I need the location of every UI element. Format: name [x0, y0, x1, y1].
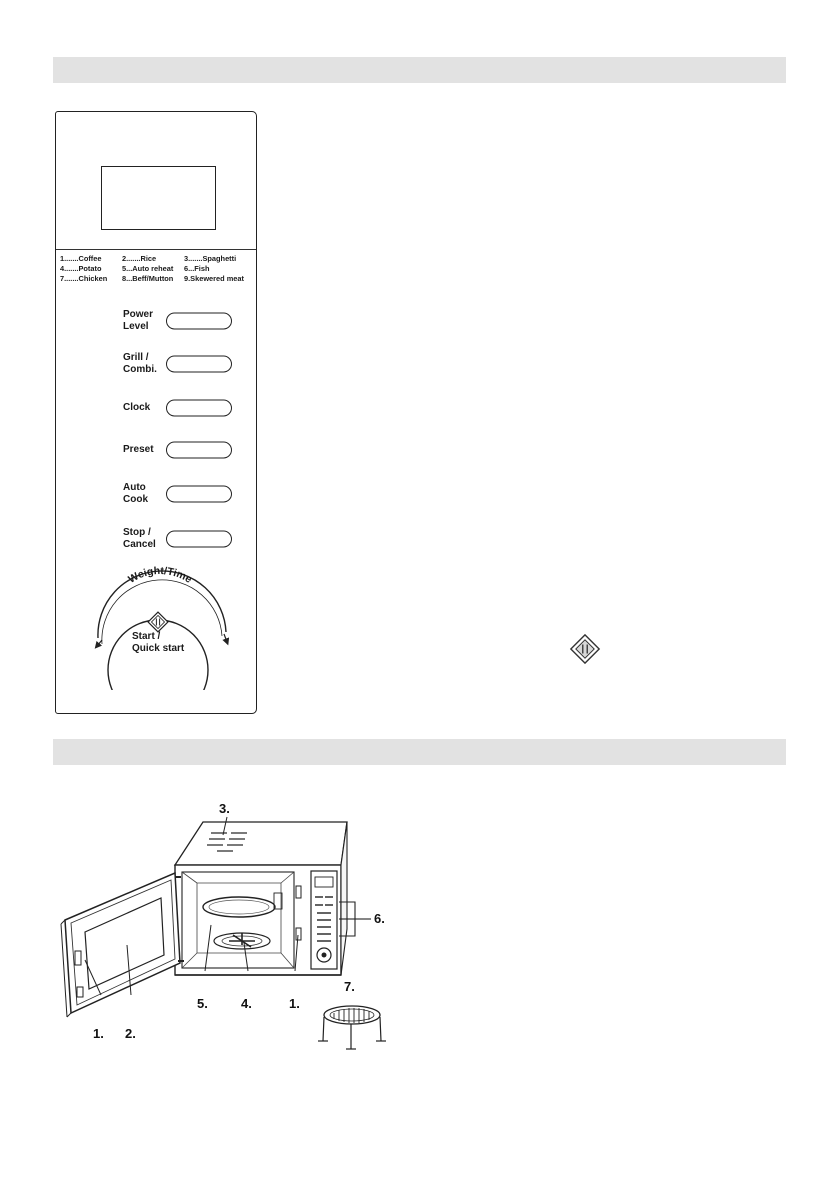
dial-arc-arrow-left [97, 640, 102, 646]
section-header-bar-parts [53, 739, 786, 765]
callout-door-window: 2. [125, 1026, 136, 1041]
weight-time-dial[interactable] [86, 562, 231, 690]
menu-item: 2.......Rice [122, 254, 157, 263]
menu-item: 9.Skewered meat [184, 274, 244, 283]
latch-hole-bottom [296, 928, 301, 940]
power-level-label: Power Level [123, 309, 154, 332]
start-diamond-icon [148, 612, 168, 632]
auto-cook-label: Auto Cook [123, 482, 148, 505]
menu-row [60, 274, 256, 284]
clock-button[interactable] [166, 400, 232, 417]
dial-arc-arrow-right [224, 634, 227, 642]
latch-hole-top [296, 886, 301, 898]
preset-button[interactable] [166, 442, 232, 459]
menu-item: 7.......Chicken [60, 274, 108, 283]
menu-row [60, 264, 256, 274]
preset-button-row [56, 434, 256, 466]
grill-rack [318, 1006, 386, 1049]
callout-top-vent: 3. [219, 801, 230, 816]
start-quick-start-label: Start / Quick start [132, 631, 185, 654]
grill-combi-button[interactable] [166, 356, 232, 373]
start-diamond-icon [568, 632, 602, 666]
callout-control-panel: 6. [374, 911, 385, 926]
power-level-button-row [56, 305, 256, 337]
menu-item: 8...Beff/Mutton [122, 274, 174, 283]
door-latch-top [75, 951, 81, 965]
clock-button-row [56, 392, 256, 424]
callout-turntable-shaft: 4. [241, 996, 252, 1011]
menu-item: 3.......Spaghetti [184, 254, 237, 263]
grill-combi-button-row [56, 348, 256, 380]
oven-cavity [182, 872, 294, 968]
callout-door-latch: 1. [93, 1026, 104, 1041]
auto-cook-button-row [56, 478, 256, 510]
callout-grill-rack: 7. [344, 979, 355, 994]
oven-parts-diagram [55, 795, 405, 1065]
section-header-bar-controls [53, 57, 786, 83]
callout-roller-ring: 5. [197, 996, 208, 1011]
grill-combi-label: Grill / Combi. [123, 352, 157, 375]
preset-label: Preset [123, 444, 154, 455]
control-panel-illustration [55, 111, 257, 714]
oven-top-panel [175, 822, 347, 865]
power-level-button[interactable] [166, 313, 232, 330]
stop-cancel-button[interactable] [166, 531, 232, 548]
door-latch-bottom [77, 987, 83, 997]
auto-cook-button[interactable] [166, 486, 232, 503]
auto-menu-legend [60, 254, 256, 284]
menu-row [60, 254, 256, 264]
display-window [101, 166, 216, 230]
menu-item: 5...Auto reheat [122, 264, 174, 273]
stop-cancel-label: Stop / Cancel [123, 527, 156, 550]
dial-arc-label: Weight/Time [126, 564, 194, 586]
panel-divider [56, 249, 256, 250]
stop-cancel-button-row [56, 523, 256, 555]
menu-item: 1.......Coffee [60, 254, 102, 263]
callout-latch-holes: 1. [289, 996, 300, 1011]
menu-item: 6...Fish [184, 264, 210, 273]
menu-item: 4.......Potato [60, 264, 102, 273]
clock-label: Clock [123, 402, 151, 413]
